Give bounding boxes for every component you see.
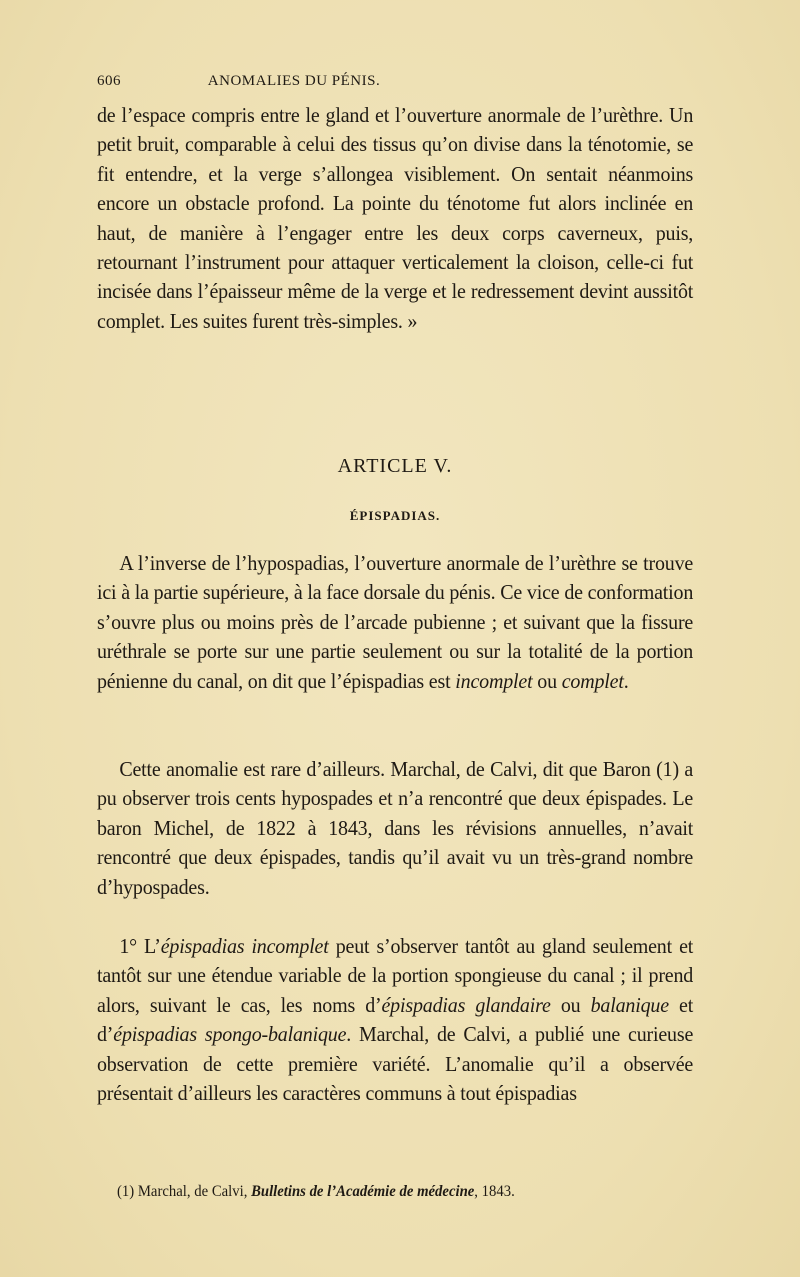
running-head: [97, 73, 693, 95]
text-run: ou: [550, 992, 591, 1017]
page-number: 606: [97, 73, 121, 89]
text-run: A l’inverse de l’hypospadias, l’ouverture anormale de l’urèthre se trouve ici à la partie supérieure, à la face dorsale du pénis. Ce vice de conformation s’ouvre plus ou moins près de l’arcade pubienne ; et suivant que la fissure uréthrale se porte sur une partie seulement ou sur la totalité de la portion pénienne du canal, on dit que l’épispadias est: [97, 551, 694, 693]
italic-term-incomplet: incomplet: [455, 668, 533, 693]
italic-term: épispadias incomplet: [160, 934, 329, 958]
text-run: ou: [532, 668, 562, 693]
paragraph-incomplete-epispadias: [97, 932, 693, 1108]
footnote-year: , 1843.: [474, 1183, 515, 1200]
article-heading: ARTICLE V.: [337, 455, 453, 477]
paragraph-rarity: Cette anomalie est rare d’ailleurs. Marchal, de Calvi, dit que Baron (1) a pu observer trois cents hypospades et n’a rencontré que deux épispades. Le baron Michel, de 1822 à 1843, dans les révisions annuelles, n’avait rencontré que deux épispades, tandis qu’il avait vu un très-grand nombre d’hypospades.: [97, 757, 694, 899]
text-run: peut s’observer tantôt au gland seulement et tantôt sur une étendue variable de la portion spongieuse du canal ; il prend alors, suivant le cas, les noms d’: [97, 934, 694, 1017]
footnote-author: Marchal, de Calvi,: [134, 1183, 252, 1200]
italic-term: épispadias spongo-balanique: [113, 1022, 347, 1047]
article-subheading: ÉPISPADIAS.: [349, 508, 441, 523]
text-run: et d’: [97, 992, 694, 1047]
footnote-source: Bulletins de l’Académie de médecine: [251, 1183, 475, 1200]
italic-term: épispadias glandaire: [381, 992, 551, 1017]
running-title: ANOMALIES DU PÉNIS.: [207, 73, 381, 89]
footnote: [117, 1183, 515, 1201]
paragraph-continuation: de l’espace compris entre le gland et l’ouverture anormale de l’urèthre. Un petit bruit, comparable à celui des tissus qu’on divise dans la ténotomie, se fit entendre, et la verge s’allongea visiblement. On sentait néanmoins encore un obstacle profond. La pointe du ténotome fut alors inclinée en haut, de manière à l’engager entre les deux corps caverneux, puis, retournant l’instrument pour attaquer verticalement la cloison, celle-ci fut incisée dans l’épaisseur même de la verge et le redressement devint aussitôt complet. Les suites furent très-simples. »: [97, 103, 694, 333]
paragraph-epispadias-intro: [97, 549, 693, 696]
text-run: . Marchal, de Calvi, a publié une curieuse observation de cette première variété. L’anomalie qu’il a observée présentait d’ailleurs les caractères communs à tout épispadias: [97, 1022, 694, 1106]
italic-term: balanique: [590, 992, 669, 1017]
text-run: 1° L’: [119, 934, 161, 958]
text-run: .: [623, 668, 629, 693]
italic-term-complet: complet: [561, 668, 624, 693]
footnote-marker: (1): [117, 1183, 135, 1200]
